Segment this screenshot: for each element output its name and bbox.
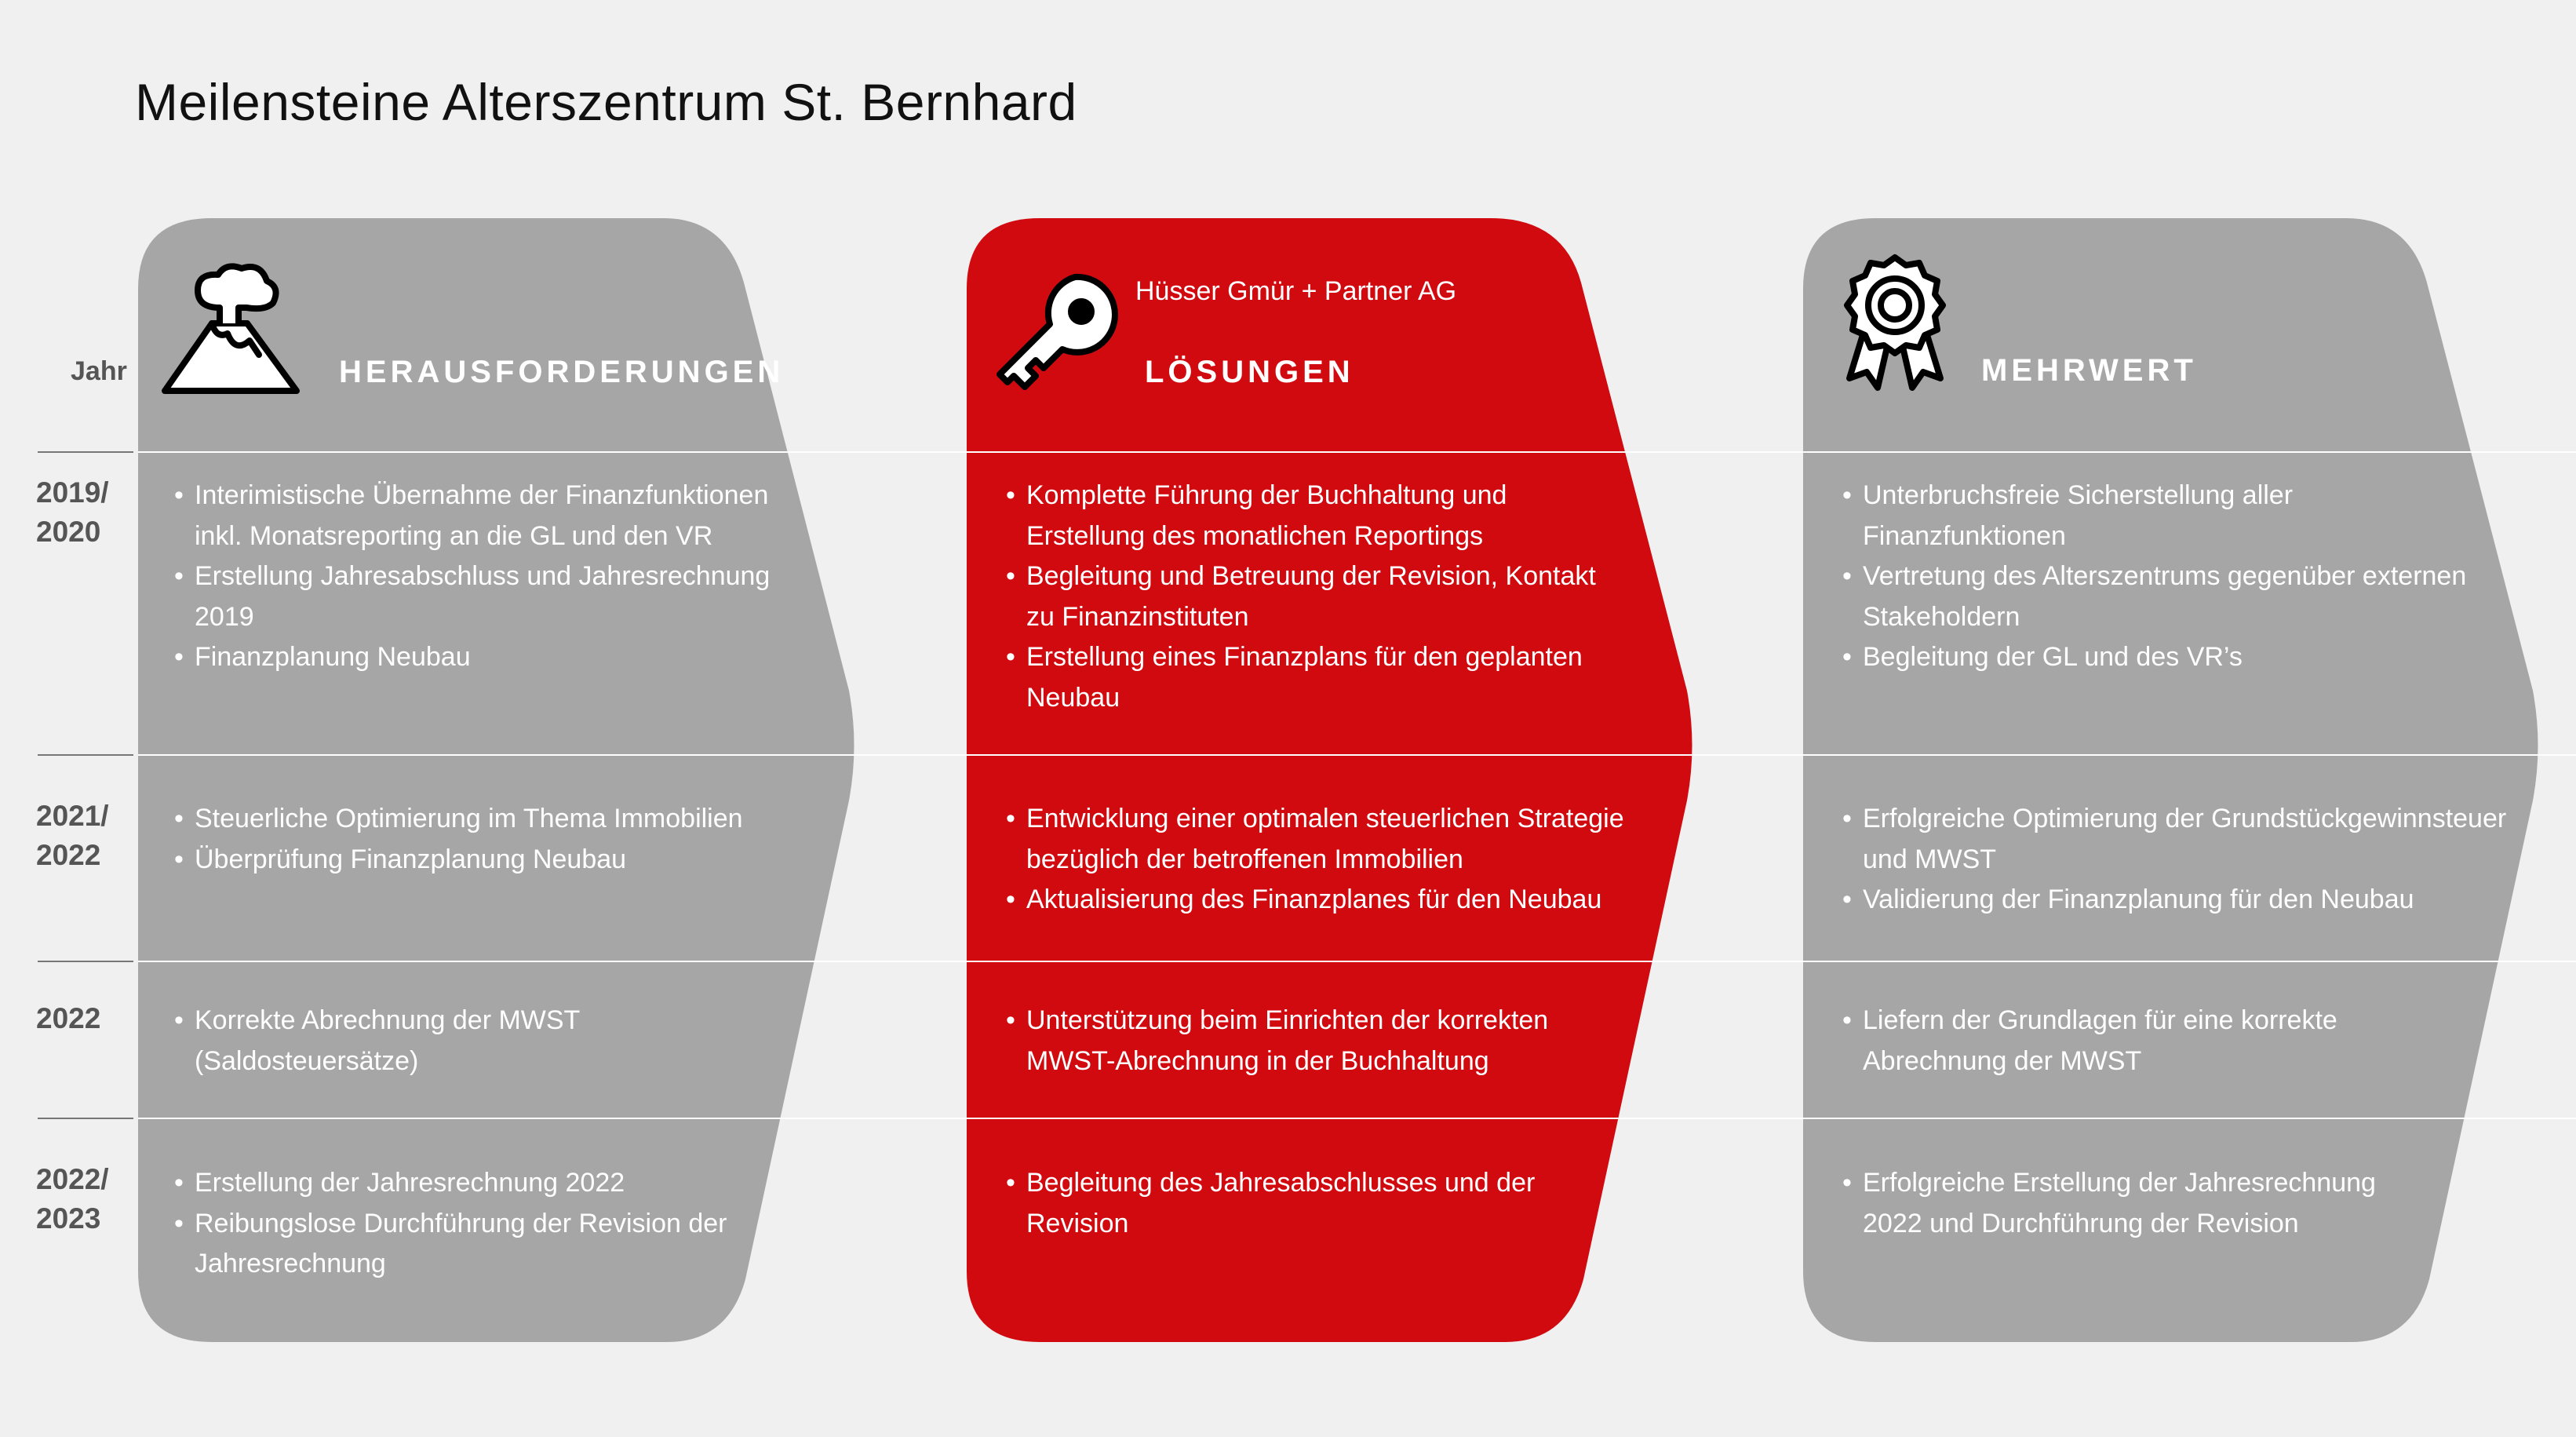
award-rosette-icon	[1832, 253, 1958, 394]
volcano-icon	[157, 259, 302, 396]
list-item: • Entwicklung einer optimalen steuerlichen Strategie bezüglich der betroffenen Immobilien	[1006, 799, 1634, 880]
list-item: • Finanzplanung Neubau	[174, 637, 771, 678]
list-item: • Unterbruchsfreie Sicherstellung aller Finanzfunktionen	[1842, 476, 2478, 556]
list-item: • Erfolgreiche Erstellung der Jahresrechnung 2022 und Durchführung der Revision	[1842, 1163, 2392, 1244]
year-column-label: Jahr	[71, 356, 127, 386]
solutions-cell	[1006, 476, 1626, 718]
value-cell	[1842, 799, 2517, 921]
heading-value: MEHRWERT	[1981, 353, 2197, 388]
list-item: • Überprüfung Finanzplanung Neubau	[174, 840, 802, 881]
list-item: • Vertretung des Alterszentrums gegenüber externen Stakeholdern	[1842, 556, 2478, 637]
value-cell	[1842, 476, 2478, 678]
year-label: 2021/ 2022	[36, 800, 109, 871]
list-item: • Begleitung der GL und des VR’s	[1842, 637, 2478, 678]
list-item: • Steuerliche Optimierung im Thema Immobilien	[174, 799, 802, 840]
list-item: • Aktualisierung des Finanzplanes für den Neubau	[1006, 880, 1634, 921]
list-item: • Begleitung und Betreuung der Revision, Kontakt zu Finanzinstituten	[1006, 556, 1626, 637]
heading-solutions: LÖSUNGEN	[1145, 355, 1354, 389]
list-item: • Interimistische Übernahme der Finanzfunktionen inkl. Monatsreporting an die GL und den VR	[174, 476, 771, 556]
challenges-cell	[174, 799, 802, 880]
solutions-cell	[1006, 799, 1634, 921]
solutions-cell	[1006, 1001, 1602, 1081]
list-item: • Begleitung des Jahresabschlusses und der Revision	[1006, 1163, 1555, 1244]
year-label: 2019/ 2020	[36, 476, 109, 548]
key-icon	[997, 271, 1122, 396]
list-item: • Validierung der Finanzplanung für den Neubau	[1842, 880, 2517, 921]
list-item: • Erstellung eines Finanzplans für den geplanten Neubau	[1006, 637, 1626, 718]
value-cell	[1842, 1001, 2470, 1081]
value-cell	[1842, 1163, 2392, 1244]
list-item: • Reibungslose Durchführung der Revision der Jahresrechnung	[174, 1204, 747, 1285]
provider-name: Hüsser Gmür + Partner AG	[1135, 276, 1457, 306]
challenges-cell	[174, 1163, 747, 1285]
list-item: • Erfolgreiche Optimierung der Grundstückgewinnsteuer und MWST	[1842, 799, 2517, 880]
list-item: • Unterstützung beim Einrichten der korrekten MWST-Abrechnung in der Buchhaltung	[1006, 1001, 1602, 1081]
challenges-cell	[174, 1001, 771, 1081]
list-item: • Erstellung Jahresabschluss und Jahresrechnung 2019	[174, 556, 771, 637]
challenges-cell	[174, 476, 771, 678]
year-label: 2022/ 2023	[36, 1163, 109, 1235]
list-item: • Korrekte Abrechnung der MWST (Saldosteuersätze)	[174, 1001, 771, 1081]
list-item: • Komplette Führung der Buchhaltung und Erstellung des monatlichen Reportings	[1006, 476, 1626, 556]
page-title: Meilensteine Alterszentrum St. Bernhard	[135, 73, 1077, 131]
list-item: • Liefern der Grundlagen für eine korrekte Abrechnung der MWST	[1842, 1001, 2470, 1081]
solutions-cell	[1006, 1163, 1555, 1244]
heading-challenges: HERAUSFORDERUNGEN	[339, 355, 785, 389]
year-label: 2022	[36, 1002, 101, 1034]
list-item: • Erstellung der Jahresrechnung 2022	[174, 1163, 747, 1204]
